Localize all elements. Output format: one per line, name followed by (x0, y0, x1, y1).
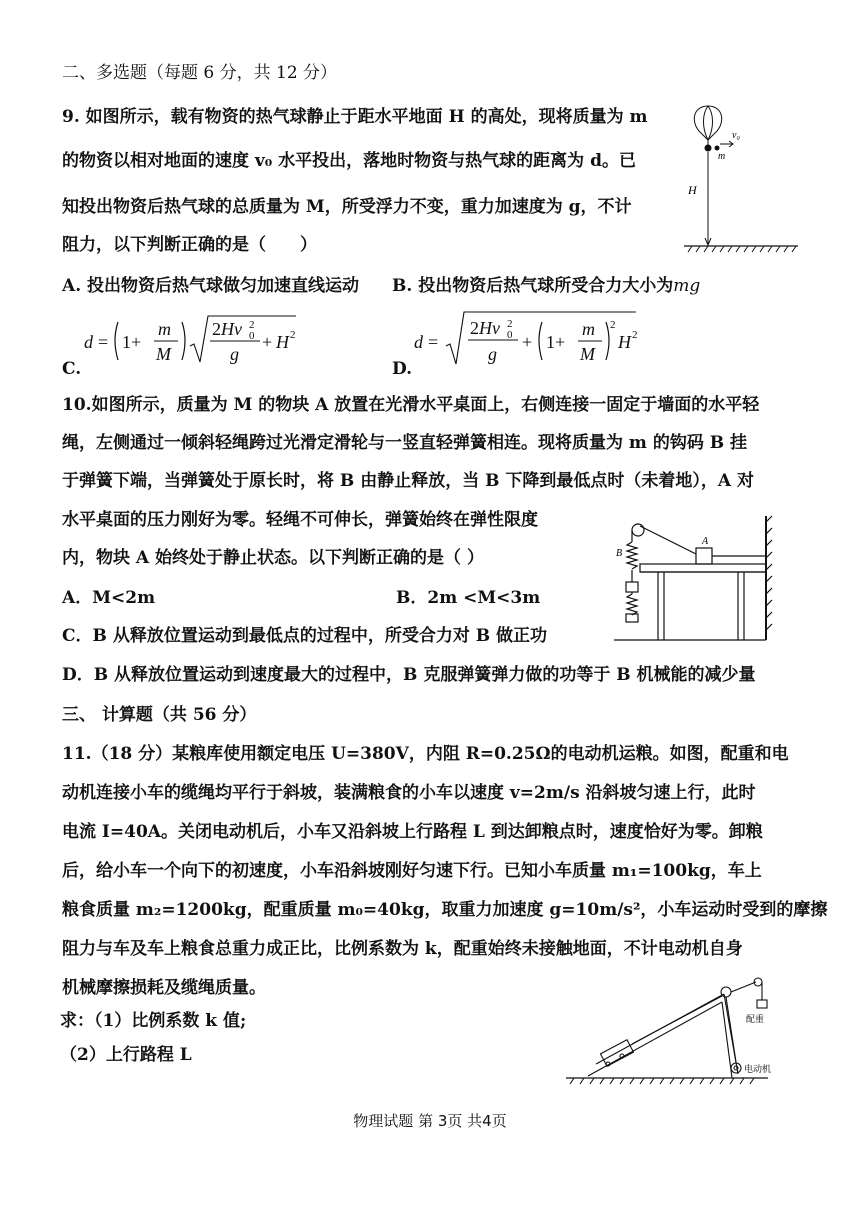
formula-c (84, 308, 314, 370)
svg-text:0: 0 (507, 329, 513, 341)
svg-text:2Hv: 2Hv (212, 319, 242, 339)
question-text: 阻力与车及车上粮食总重力成正比，比例系数为 k，配重始终未接触地面，不计电动机自身 (62, 939, 743, 959)
option-d: D．B 从释放位置运动到速度最大的过程中，B 克服弹簧弹力做的功等于 B 机械能的减少量 (62, 665, 756, 685)
question-text: 的物资以相对地面的速度 v₀ 水平投出，落地时物资与热气球的距离为 d。已 (62, 151, 636, 171)
question-text: 后，给小车一个向下的初速度，小车沿斜坡刚好匀速下行。已知小车质量 m₁=100kg，车上 (62, 861, 762, 881)
question-text: 机械摩擦损耗及缆绳质量。 (62, 978, 266, 998)
svg-text:m: m (582, 319, 595, 339)
svg-text:d: d (414, 332, 423, 352)
svg-text:2: 2 (632, 329, 638, 341)
question-text: 动机连接小车的缆绳均平行于斜坡，装满粮食的小车以速度 v=2m/s 沿斜坡匀速上行，此时 (62, 783, 756, 803)
question-text: 阻力，以下判断正确的是（ ） (62, 235, 317, 255)
svg-text:1+: 1+ (122, 332, 142, 352)
question-text: 11.（18 分）某粮库使用额定电压 U=380V，内阻 R=0.25Ω的电动机运粮。如图，配重和电 (62, 744, 789, 764)
svg-text:=: = (428, 332, 439, 352)
svg-text:g: g (230, 344, 239, 364)
svg-text:2: 2 (290, 329, 296, 341)
question-text: 知投出物资后热气球的总质量为 M，所受浮力不变，重力加速度为 g，不计 (62, 197, 632, 217)
question-text: 绳，左侧通过一倾斜轻绳跨过光滑定滑轮与一竖直轻弹簧相连。现将质量为 m 的钩码 B 挂 (62, 433, 748, 453)
question-ask: 求：（1）比例系数 k 值; (60, 1011, 247, 1031)
question-text: 电流 I=40A。关闭电动机后，小车又沿斜坡上行路程 L 到达卸粮点时，速度恰好为零。卸粮 (62, 822, 763, 842)
question-text: 内，物块 A 始终处于静止状态。以下判断正确的是（ ） (62, 548, 484, 568)
svg-text:m: m (718, 151, 726, 162)
question-text: 10.如图所示，质量为 M 的物块 A 放置在光滑水平桌面上，右侧连接一固定于墙面的水平轻 (62, 395, 760, 415)
question-text: 于弹簧下端，当弹簧处于原长时，将 B 由静止释放，当 B 下降到最低点时（未着地），A 对 (62, 471, 755, 491)
question-text: 水平桌面的压力刚好为零。轻绳不可伸长，弹簧始终在弹性限度 (62, 510, 538, 530)
svg-text:d: d (84, 332, 93, 352)
svg-text:M: M (156, 344, 171, 364)
slope-motor-figure (560, 964, 788, 1088)
section-title: 三、 计算题（共 56 分） (62, 705, 257, 725)
option-a: A．M<2m (62, 588, 156, 608)
svg-text:B: B (616, 548, 623, 559)
svg-text:配重: 配重 (746, 1015, 765, 1025)
question-text: 粮食质量 m₂=1200kg，配重质量 m₀=40kg，取重力加速度 g=10m/s²，小车运动时受到的摩擦 (62, 900, 828, 920)
formula-d (414, 306, 644, 370)
page-footer: 物理试题 第 3页 共4页 (353, 1112, 507, 1130)
svg-text:电动机: 电动机 (744, 1065, 772, 1075)
section-title: 二、多选题（每题 6 分，共 12 分） (62, 63, 338, 83)
svg-text:m: m (158, 319, 171, 339)
svg-text:g: g (488, 344, 497, 364)
svg-text:2Hv: 2Hv (470, 318, 500, 338)
svg-text:2: 2 (507, 318, 513, 330)
option-a: A. 投出物资后热气球做匀加速直线运动 (62, 276, 360, 296)
svg-text:A: A (702, 536, 709, 547)
svg-text:=: = (98, 332, 109, 352)
svg-text:0: 0 (249, 330, 255, 342)
question-ask: （2）上行路程 L (60, 1045, 192, 1065)
svg-text:1+: 1+ (546, 332, 566, 352)
option-d: D. (392, 359, 413, 379)
question-text: 9. 如图所示，载有物资的热气球静止于距水平地面 H 的高处，现将质量为 m (62, 107, 648, 127)
option-b: B．2m <M<3m (396, 588, 541, 608)
option-c: C. (62, 359, 82, 379)
svg-text:2: 2 (249, 319, 255, 331)
svg-text:H: H (688, 183, 697, 197)
svg-text:+: + (262, 332, 273, 352)
option-b: B. 投出物资后热气球所受合力大小为mg (392, 276, 701, 296)
table-pulley-figure (610, 512, 776, 646)
svg-text:2: 2 (610, 319, 616, 331)
svg-text:v₀: v₀ (732, 130, 740, 141)
svg-text:+: + (522, 332, 533, 352)
option-c: C．B 从释放位置运动到最低点的过程中，所受合力对 B 做正功 (62, 626, 548, 646)
svg-text:H: H (618, 332, 631, 352)
balloon-figure (680, 102, 802, 260)
svg-text:H: H (276, 332, 289, 352)
svg-text:M: M (580, 344, 595, 364)
